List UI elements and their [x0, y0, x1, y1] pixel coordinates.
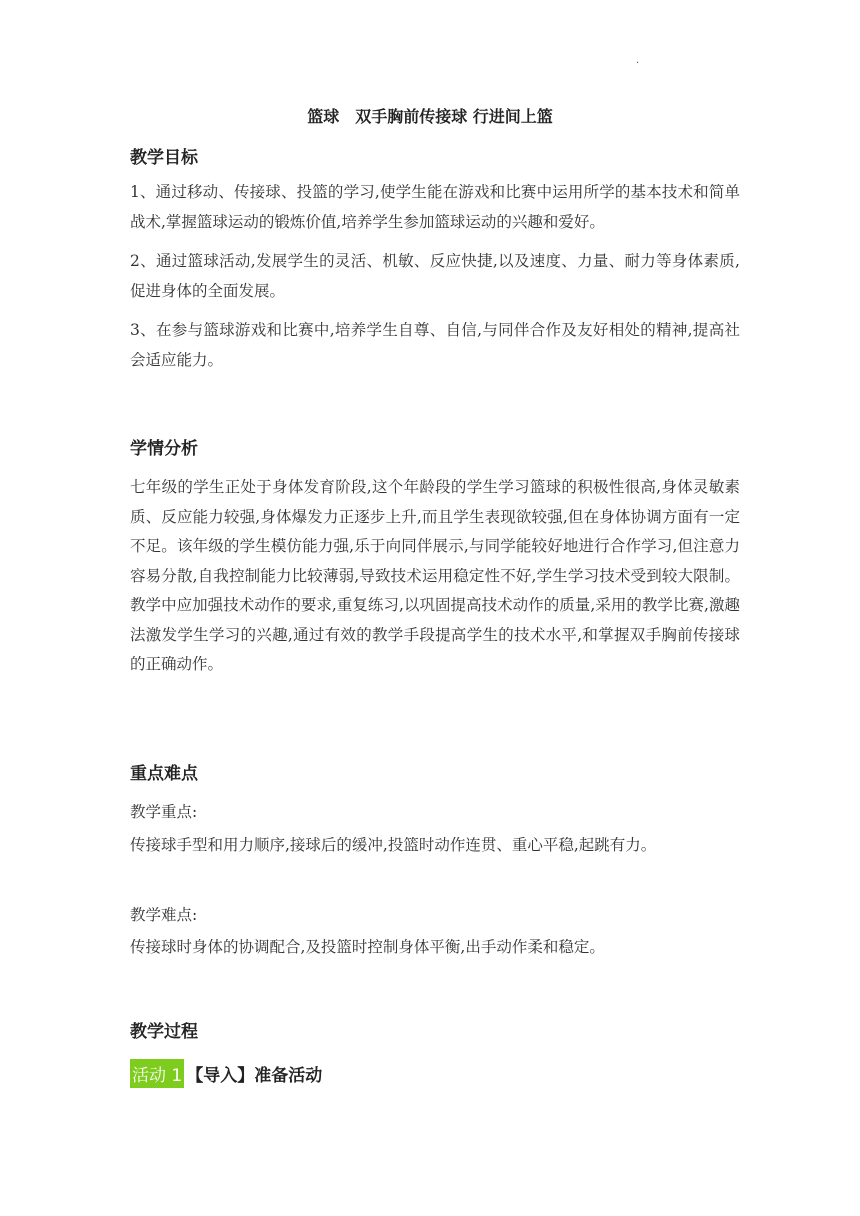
difficulty-label: 教学难点:	[130, 906, 198, 924]
focus-text: 传接球手型和用力顺序,接球后的缓冲,投篮时动作连贯、重心平稳,起跳有力。	[130, 836, 657, 854]
activity-title: 【导入】准备活动	[186, 1066, 323, 1086]
heading-objectives: 教学目标	[130, 148, 198, 168]
page-marker: ·	[636, 58, 640, 69]
objective-item-1: 1、通过移动、传接球、投篮的学习,使学生能在游戏和比赛中运用所学的基本技术和简单战术,掌握篮球运动的锻炼价值,培养学生参加篮球运动的兴趣和爱好。	[130, 183, 740, 231]
activity-1-row	[130, 1059, 322, 1088]
heading-process: 教学过程	[130, 1022, 198, 1042]
objective-item-2: 2、通过篮球活动,发展学生的灵活、机敏、反应快捷,以及速度、力量、耐力等身体素质,促进身体的全面发展。	[130, 252, 740, 300]
analysis-text: 七年级的学生正处于身体发育阶段,这个年龄段的学生学习篮球的积极性很高,身体灵敏素质、反应能力较强,身体爆发力正逐步上升,而且学生表现欲较强,但在身体协调方面有一定不足。该年级的学生模仿能力强,乐于向同伴展示,与同学能较好地进行合作学习,但注意力容易分散,自我控制能力比较薄弱,导致技术运用稳定性不好,学生学习技术受到较大限制。教学中应加强技术动作的要求,重复练习,以巩固提高技术动作的质量,采用的教学比赛,激趣法激发学生学习的兴趣,通过有效的教学手段提高学生的技术水平,和掌握双手胸前传接球的正确动作。	[130, 478, 740, 673]
document-title: 篮球 双手胸前传接球 行进间上篮	[307, 107, 553, 126]
difficulty-text: 传接球时身体的协调配合,及投篮时控制身体平衡,出手动作柔和稳定。	[130, 938, 605, 956]
objective-item-3: 3、在参与篮球游戏和比赛中,培养学生自尊、自信,与同伴合作及友好相处的精神,提高社会适应能力。	[130, 321, 740, 369]
focus-label: 教学重点:	[130, 803, 198, 821]
heading-analysis: 学情分析	[130, 439, 198, 459]
heading-key-points: 重点难点	[130, 764, 198, 784]
activity-tag: 活动 1	[130, 1059, 184, 1088]
